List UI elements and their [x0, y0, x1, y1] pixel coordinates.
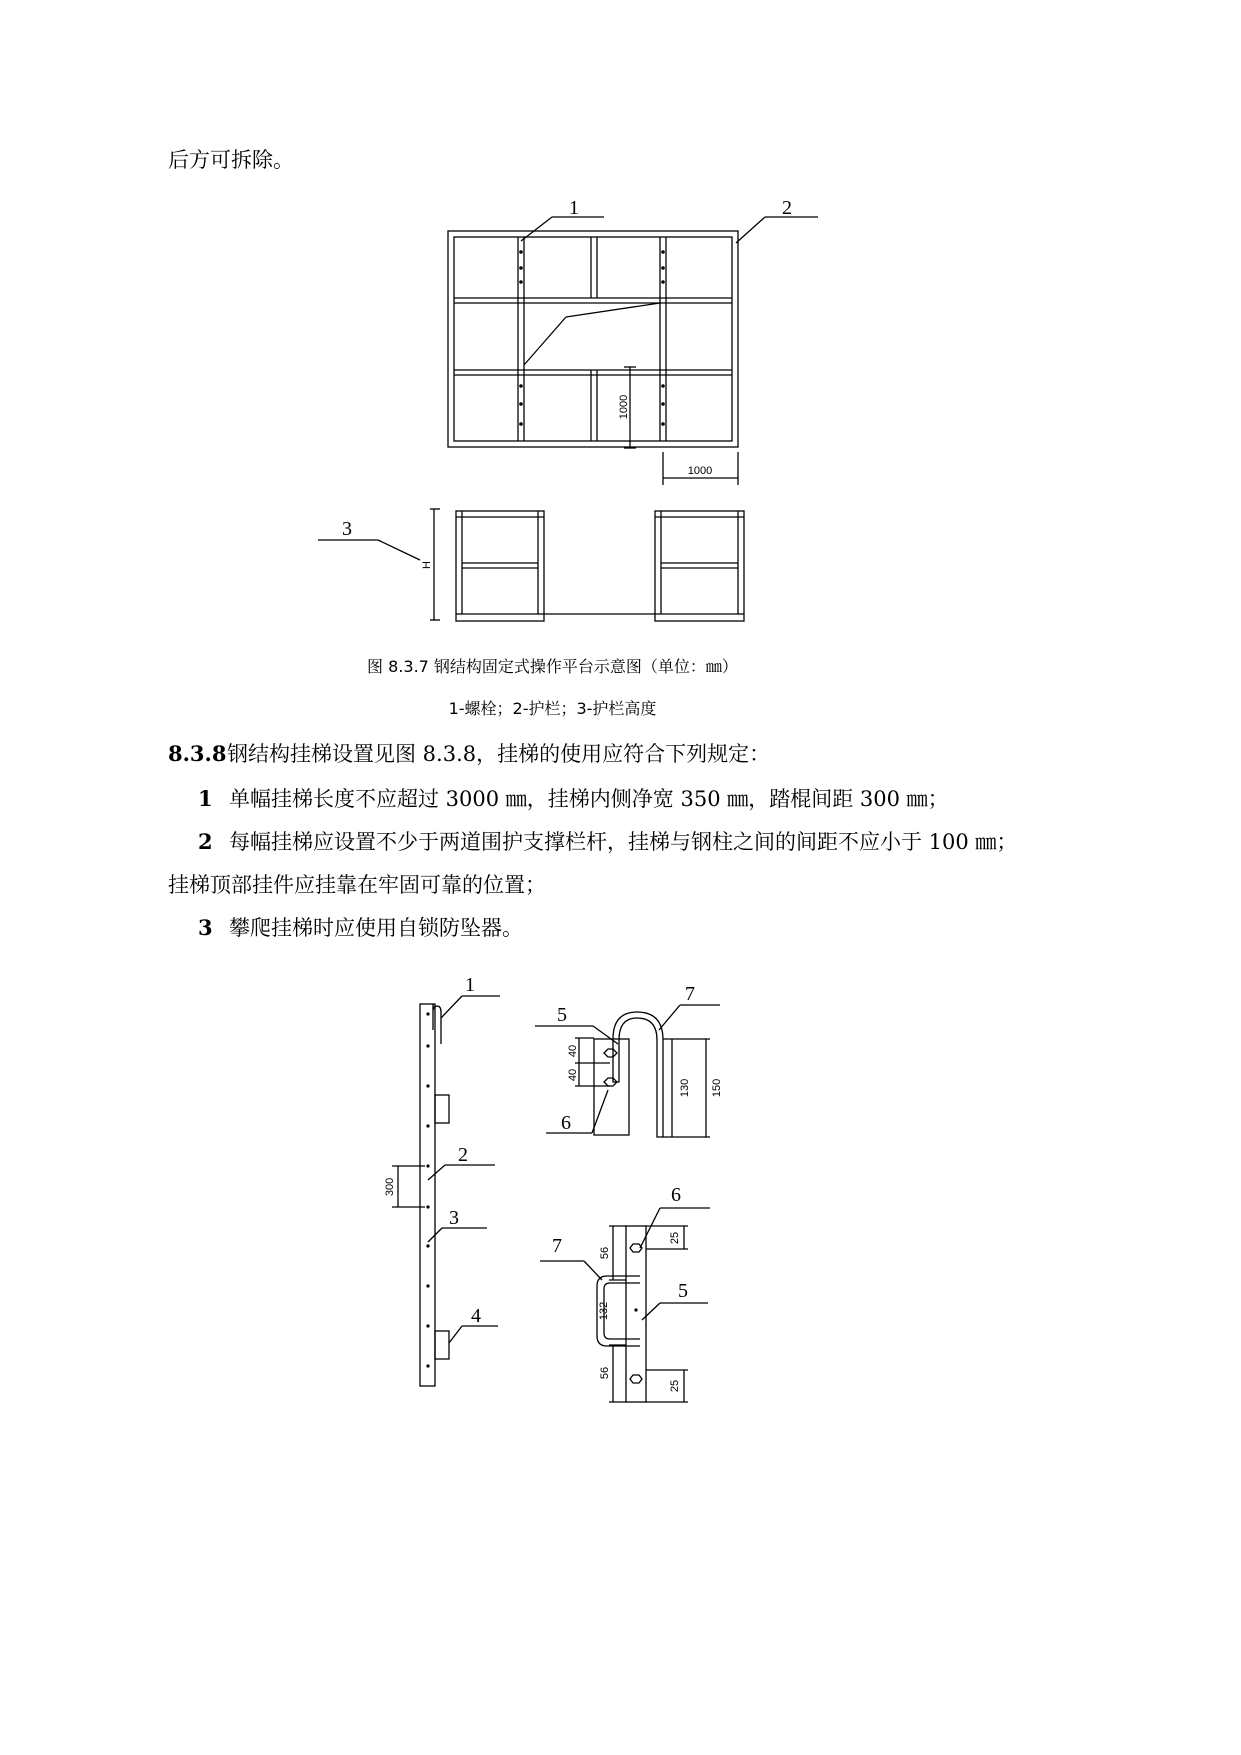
bottom-detail-label-7: 7	[552, 1235, 562, 1257]
section-number: 8.3.8	[168, 741, 227, 766]
ladder-label-4: 4	[471, 1305, 481, 1327]
fig837-label-2: 2	[782, 197, 792, 219]
continuation-text: 后方可拆除。	[168, 148, 294, 172]
fig837-legend: 1-螺栓；2-护栏；3-护栏高度	[448, 699, 657, 718]
top-dim-40b: 40	[567, 1068, 579, 1082]
bottom-dim-56a: 56	[599, 1246, 611, 1260]
top-detail-label-6: 6	[561, 1112, 571, 1134]
top-detail-label-5: 5	[557, 1004, 567, 1026]
item-1-text: 单幅挂梯长度不应超过 3000 ㎜，挂梯内侧净宽 350 ㎜，踏棍间距 300 ㎜；	[229, 787, 949, 811]
bottom-dim-25a: 25	[669, 1231, 681, 1245]
fig837-dim-width: 1000	[687, 465, 713, 477]
ladder-label-1: 1	[465, 974, 475, 996]
fig837-caption: 图 8.3.7 钢结构固定式操作平台示意图（单位：㎜）	[367, 657, 738, 676]
item-3-text: 攀爬挂梯时应使用自锁防坠器。	[229, 916, 523, 940]
item-2-text: 每幅挂梯应设置不少于两道围护支撑栏杆，挂梯与钢柱之间的间距不应小于 100 ㎜；	[229, 830, 1018, 854]
top-dim-150: 150	[711, 1078, 723, 1098]
item-2-continuation: 挂梯顶部挂件应挂靠在牢固可靠的位置；	[168, 873, 546, 897]
bottom-dim-132: 132	[598, 1301, 610, 1321]
bottom-dim-56b: 56	[599, 1366, 611, 1380]
bottom-detail-label-6: 6	[671, 1184, 681, 1206]
fig837-label-1: 1	[569, 197, 579, 219]
fig837-dim-height: 1000	[618, 394, 630, 420]
fig837-label-3: 3	[342, 518, 352, 540]
item-1-number: 1	[198, 786, 213, 811]
item-3-number: 3	[198, 915, 213, 940]
top-dim-40a: 40	[567, 1044, 579, 1058]
top-detail-label-7: 7	[685, 983, 695, 1005]
item-2-number: 2	[198, 829, 213, 854]
fig837-height-mark: H	[421, 561, 433, 569]
bottom-detail-label-5: 5	[678, 1280, 688, 1302]
top-dim-130: 130	[679, 1078, 691, 1098]
ladder-label-2: 2	[458, 1144, 468, 1166]
bottom-dim-25b: 25	[669, 1379, 681, 1393]
ladder-label-3: 3	[449, 1207, 459, 1229]
ladder-dim-300: 300	[384, 1177, 396, 1197]
section-text: 钢结构挂梯设置见图 8.3.8，挂梯的使用应符合下列规定：	[227, 742, 771, 766]
